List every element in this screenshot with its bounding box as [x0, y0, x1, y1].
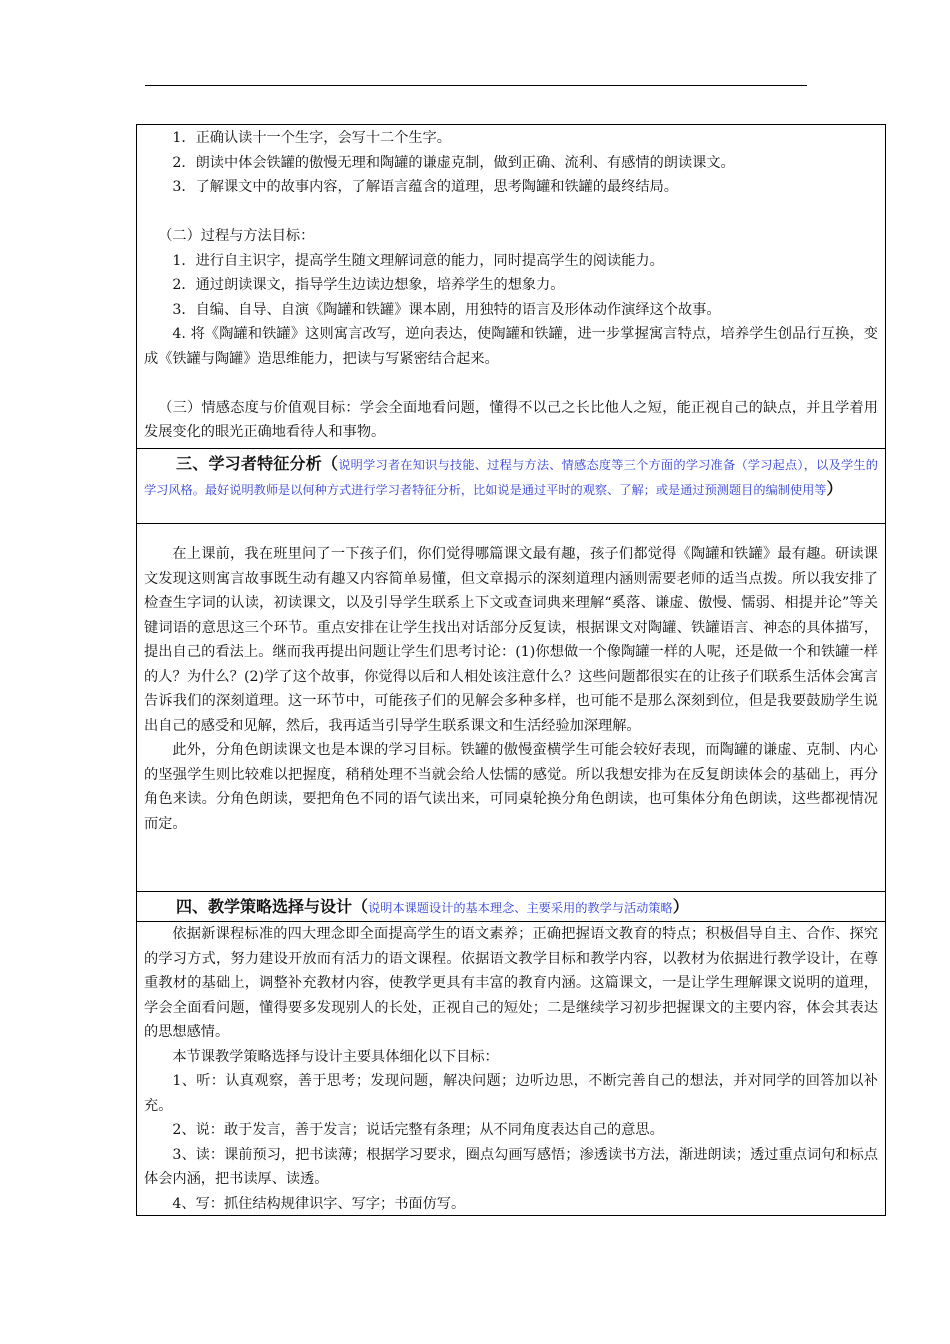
knowledge-item: 1．正确认读十一个生字，会写十二个生字。 — [172, 130, 451, 146]
section4-body-cell — [137, 922, 885, 1215]
process-item: 2．通过朗读课文，指导学生边读边想象，培养学生的想象力。 — [172, 277, 565, 293]
section3-title: 三、学习者特征分析 — [176, 454, 323, 473]
lesson-plan-table — [136, 124, 886, 1216]
header-rule — [145, 85, 807, 86]
section3-header-cell — [137, 449, 885, 524]
section4-header-cell — [137, 892, 885, 922]
process-item: 3．自编、自导、自演《陶罐和铁罐》课本剧，用独特的语言及形体动作演绎这个故事。 — [172, 301, 721, 318]
strategy-paragraph: 3、读：课前预习，把书读薄；根据学习要求，圈点勾画写感悟；渗透读书方法，渐进朗读；透过重点词句和标点体会内涵，把书读厚、读透。 — [144, 1146, 878, 1187]
process-heading: （二）过程与方法目标： — [158, 228, 315, 244]
section4-title: 四、教学策略选择与设计 — [176, 897, 353, 916]
strategy-paragraph: 4、写：抓住结构规律识字、写字；书面仿写。 — [172, 1195, 466, 1212]
process-item: 4. 将《陶罐和铁罐》这则寓言改写，逆向表达，使陶罐和铁罐，进一步掌握寓言特点，培养学生创品行互换，变成《铁罐与陶罐》造思维能力，把读与写紧密结合起来。 — [144, 326, 878, 367]
emotion-goal: （三）情感态度与价值观目标：学会全面地看问题，懂得不以己之长比他人之短，能正视自己的缺点，并且学着用发展变化的眼光正确地看待人和事物。 — [144, 399, 878, 440]
section3-title-line — [144, 452, 878, 502]
section4-note: 说明本课题设计的基本理念、主要采用的教学与活动策略 — [368, 901, 673, 915]
learner-analysis-paragraph: 在上课前，我在班里问了一下孩子们，你们觉得哪篇课文最有趣，孩子们都觉得《陶罐和铁罐》最有趣。研读课文发现这则寓言故事既生动有趣又内容简单易懂，但文章揭示的深刻道理内涵则需要老师的适当点拨。所以我安排了检查生字词的认读，初读课文，以及引导学生联系上下文或查词典来理解“奚落、谦虚、傲慢、懦弱、相提并论”等关键词语的意思这三个环节。重点安排在让学生找出对话部分反复读，根据课文对陶罐、铁罐语言、神态的具体描写，提出自己的看法上。继而我再提出问题让学生们思考讨论：(1)你想做一个像陶罐一样的人呢，还是做一个和铁罐一样的人？为什么？(2)学了这个故事，你觉得以后和人相处该注意什么？这些问题都很实在的让孩子们联系生活体会寓言告诉我们的深刻道理。这一环节中，可能孩子们的见解会多种多样，也可能不是那么深刻到位，但是我要鼓励学生说出自己的感受和见解，然后，我再适当引导学生联系课文和生活经验加深理解。 — [144, 546, 878, 734]
strategy-paragraph: 依据新课程标准的四大理念即全面提高学生的语文素养；正确把握语文教育的特点；积极倡导自主、合作、探究的学习方式，努力建设开放而有活力的语文课程。依据语文教学目标和教学内容，以教材为依据进行教学设计，在尊重教材的基础上，调整补充教材内容，使教学更具有丰富的教育内涵。这篇课文，一是让学生理解课文说明的道理，学会全面看问题，懂得要多发现别人的长处，正视自己的短处；二是继续学习初步把握课文的主要内容，体会其表达的思想感情。 — [144, 926, 878, 1040]
note-close-paren: ） — [672, 897, 689, 916]
section3-note: 说明学习者在知识与技能、过程与方法、情感态度等三个方面的学习准备（学习起点），以及学生的学习风格。最好说明教师是以何种方式进行学习者特征分析，比如说是通过平时的观察、了解；或是通过预测题目的编制使用等 — [144, 458, 878, 497]
process-item: 1．进行自主识字，提高学生随文理解词意的能力，同时提高学生的阅读能力。 — [172, 252, 664, 269]
learner-analysis-paragraph: 此外，分角色朗读课文也是本课的学习目标。铁罐的傲慢蛮横学生可能会较好表现，而陶罐的谦虚、克制、内心的坚强学生则比较难以把握度，稍稍处理不当就会给人怯懦的感觉。所以我想安排为在反复朗读体会的基础上，再分角色来读。分角色朗读，要把角色不同的语气读出来，可同桌轮换分角色朗读，也可集体分角色朗读，这些都视情况而定。 — [144, 742, 878, 832]
section4-title-line — [144, 895, 878, 920]
strategy-paragraph: 本节课教学策略选择与设计主要具体细化以下目标： — [172, 1048, 499, 1065]
note-close-paren: ） — [826, 479, 843, 498]
knowledge-item: 3．了解课文中的故事内容，了解语言蕴含的道理，思考陶罐和铁罐的最终结局。 — [172, 179, 678, 195]
objectives-cell — [137, 125, 885, 449]
note-open-paren: （ — [352, 897, 369, 916]
section3-body-cell — [137, 524, 885, 892]
spacer — [144, 371, 878, 396]
strategy-paragraph: 2、说：敢于发言，善于发言；说话完整有条理；从不同角度表达自己的意思。 — [172, 1122, 664, 1138]
note-open-paren: （ — [322, 454, 339, 473]
strategy-paragraph: 1、听：认真观察，善于思考；发现问题，解决问题；边听边思，不断完善自己的想法，并对同学的回答加以补充。 — [144, 1073, 878, 1114]
knowledge-item: 2．朗读中体会铁罐的傲慢无理和陶罐的谦虚克制，做到正确、流利、有感情的朗读课文。 — [172, 154, 735, 171]
spacer — [144, 200, 878, 225]
